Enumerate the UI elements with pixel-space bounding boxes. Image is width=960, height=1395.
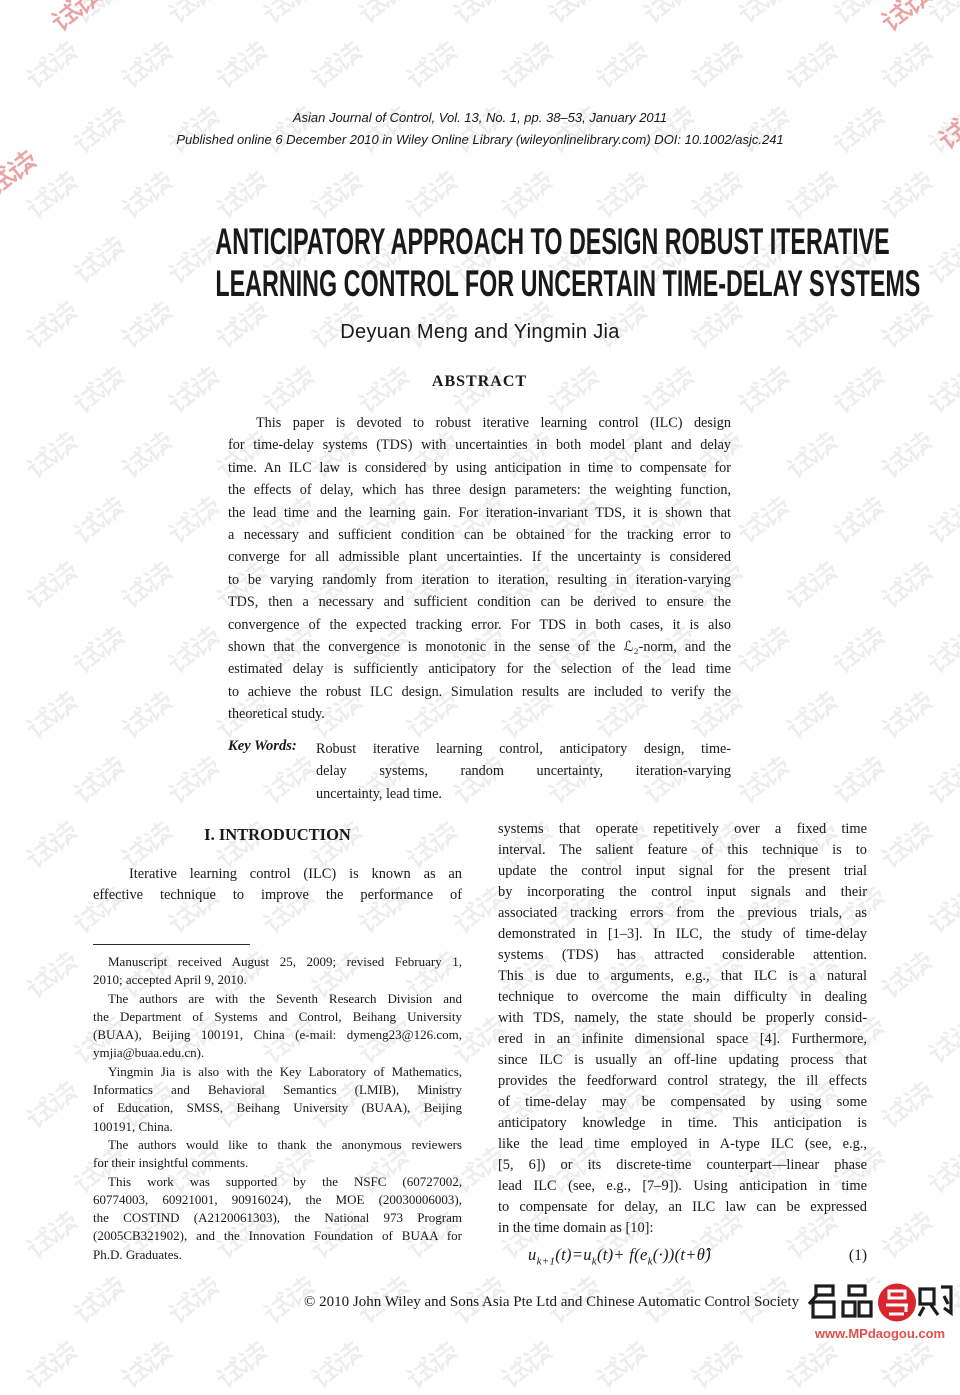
text-line: 100191, China. bbox=[93, 1118, 173, 1134]
watermark bbox=[211, 35, 276, 94]
watermark bbox=[401, 1335, 466, 1394]
watermark bbox=[876, 685, 941, 744]
watermark bbox=[163, 490, 228, 549]
paper-title-line-2: LEARNING CONTROL FOR UNCERTAIN TIME-DELAY SYSTEMS bbox=[215, 263, 921, 304]
authors: Deyuan Meng and Yingmin Jia bbox=[340, 321, 620, 343]
watermark bbox=[876, 425, 941, 484]
watermark bbox=[733, 750, 798, 809]
watermark bbox=[876, 1075, 941, 1134]
journal-header bbox=[0, 107, 960, 150]
footnotes bbox=[93, 953, 462, 1264]
watermark bbox=[21, 35, 86, 94]
watermark bbox=[68, 490, 133, 549]
watermark bbox=[163, 0, 228, 30]
watermark bbox=[68, 750, 133, 809]
watermark bbox=[923, 1010, 960, 1069]
text-line: interval. The salient feature of this technique is to bbox=[498, 842, 867, 858]
watermark bbox=[781, 35, 846, 94]
watermark bbox=[21, 945, 86, 1004]
watermark-red bbox=[46, 0, 111, 38]
watermark bbox=[306, 35, 371, 94]
watermark bbox=[876, 1205, 941, 1264]
text-line: systems (TDS) has attracted considerable attention. bbox=[498, 947, 867, 963]
watermark bbox=[543, 0, 608, 30]
watermark bbox=[116, 165, 181, 224]
watermark bbox=[781, 165, 846, 224]
text-line: Ph.D. Graduates. bbox=[93, 1246, 182, 1262]
watermark bbox=[163, 360, 228, 419]
watermark-red bbox=[876, 0, 941, 38]
journal-header-line-2: Published online 6 December 2010 in Wiley Online Library (wileyonlinelibrary.com) DOI: 10.1002/asjc.241 bbox=[176, 131, 784, 147]
text-line: a necessary and sufficient condition can be obtained for the tracking error to bbox=[228, 527, 731, 544]
watermark bbox=[353, 0, 418, 30]
footnote-paragraph bbox=[93, 1063, 462, 1136]
text-line: This work was supported by the NSFC (60727002, bbox=[108, 1173, 462, 1189]
watermark bbox=[828, 360, 893, 419]
text-line: TDS, then a necessary and sufficient condition can be derived to ensure the bbox=[228, 594, 731, 611]
watermark bbox=[21, 815, 86, 874]
text-line: the lead time and the learning gain. For iteration-invariant TDS, it is shown that bbox=[228, 504, 731, 521]
watermark bbox=[591, 35, 656, 94]
text-line: update the control input signal for the present trial bbox=[498, 863, 867, 879]
text-line: of time-delay may be compensated by using some bbox=[498, 1094, 867, 1110]
watermark bbox=[828, 620, 893, 679]
text-line: The authors are with the Seventh Research Division and bbox=[108, 990, 462, 1006]
text-line: like the lead time employed in A-type ILC (see, e.g., bbox=[498, 1136, 867, 1152]
watermark bbox=[163, 1270, 228, 1329]
text-line: associated tracking errors from the previous trials, as bbox=[498, 905, 867, 921]
watermark bbox=[923, 360, 960, 419]
watermark bbox=[306, 1335, 371, 1394]
text-line: effective technique to improve the performance of bbox=[93, 887, 462, 904]
watermark bbox=[21, 1205, 86, 1264]
watermark bbox=[781, 425, 846, 484]
watermark bbox=[68, 360, 133, 419]
watermark bbox=[21, 555, 86, 614]
watermark bbox=[686, 165, 751, 224]
text-line: (2005CB321902), and the Innovation Foundation of BUAA for bbox=[93, 1228, 462, 1244]
text-line: the COSTIND (A2120061303), the National 973 Program bbox=[93, 1210, 462, 1226]
watermark bbox=[876, 1335, 941, 1394]
text-line: to compensate for delay, an ILC law can be expressed bbox=[498, 1199, 867, 1215]
watermark bbox=[828, 490, 893, 549]
watermark bbox=[923, 1140, 960, 1199]
watermark bbox=[21, 425, 86, 484]
watermark bbox=[21, 685, 86, 744]
watermark bbox=[211, 1335, 276, 1394]
watermark bbox=[923, 490, 960, 549]
footnote-paragraph bbox=[93, 953, 462, 990]
watermark bbox=[781, 685, 846, 744]
mpdaogou-url[interactable]: www.MPdaogou.com bbox=[814, 1326, 946, 1341]
text-line: with TDS, namely, the state should be properly consid- bbox=[498, 1010, 867, 1026]
text-line: This is due to arguments, e.g., that ILC is a natural bbox=[498, 968, 867, 984]
text-line: The authors would like to thank the anonymous reviewers bbox=[108, 1136, 462, 1152]
text-line: provides the feedforward control strategy, the ill effects bbox=[498, 1073, 867, 1089]
keywords-label: Key Words: bbox=[228, 738, 297, 754]
text-line: (BUAA), Beijing 100191, China (e-mail: dymeng23@126.com, bbox=[93, 1027, 462, 1043]
equation-row bbox=[498, 1245, 867, 1267]
text-line: since ILC is usually an off-line updating process that bbox=[498, 1052, 867, 1068]
equation: $u_{k+1}(t)=u_k(t)+$ $f(e_k(\cdot))(t+\thetâ)$ bbox=[528, 1245, 711, 1268]
abstract-heading: ABSTRACT bbox=[431, 373, 528, 390]
abstract-body bbox=[228, 412, 731, 726]
intro-paragraph-left-column bbox=[93, 864, 462, 907]
watermark bbox=[116, 425, 181, 484]
paper-title bbox=[60, 221, 921, 305]
watermark bbox=[923, 230, 960, 289]
text-line: This paper is devoted to robust iterative learning control (ILC) design bbox=[256, 415, 731, 431]
watermark bbox=[876, 945, 941, 1004]
text-line: [5, 6]) or its discrete-time counterpart—linear phase bbox=[498, 1157, 867, 1173]
watermark bbox=[116, 555, 181, 614]
watermark bbox=[116, 35, 181, 94]
watermark bbox=[163, 750, 228, 809]
watermark bbox=[733, 360, 798, 419]
paper-title-line-1: ANTICIPATORY APPROACH TO DESIGN ROBUST ITERATIVE bbox=[215, 221, 890, 262]
watermark bbox=[733, 620, 798, 679]
watermark bbox=[828, 750, 893, 809]
equation-number: (1) bbox=[848, 1247, 867, 1264]
footnote-rule bbox=[93, 944, 250, 945]
text-line: uncertainty, lead time. bbox=[316, 785, 442, 802]
text-line: the effects of delay, which has three design parameters: the weighting function, bbox=[228, 482, 731, 499]
watermark bbox=[401, 165, 466, 224]
text-line: in the time domain as [10]: bbox=[498, 1220, 654, 1236]
keywords-body bbox=[316, 738, 731, 805]
text-line: theoretical study. bbox=[228, 706, 325, 723]
watermark bbox=[876, 815, 941, 874]
watermark bbox=[781, 555, 846, 614]
watermark bbox=[68, 1270, 133, 1329]
watermark bbox=[116, 1335, 181, 1394]
text-line: Iterative learning control (ILC) is known as an bbox=[129, 866, 462, 882]
text-line: demonstrated in [1–3]. In ILC, the study of time-delay bbox=[498, 926, 867, 942]
text-line: ymjia@buaa.edu.cn). bbox=[93, 1045, 205, 1061]
text-line: 60774003, 60921001, 90916024), the MOE (20030006003), bbox=[93, 1191, 462, 1207]
watermark bbox=[116, 685, 181, 744]
text-line: converge for all admissible plant uncertainties. If the uncertainty is considered bbox=[228, 549, 731, 566]
text-line: estimated delay is sufficiently anticipatory for the selection of the lead time bbox=[228, 661, 731, 678]
watermark bbox=[591, 165, 656, 224]
text-line: by incorporating the control input signals and their bbox=[498, 884, 867, 900]
journal-header-line-1: Asian Journal of Control, Vol. 13, No. 1, pp. 38–53, January 2011 bbox=[292, 110, 668, 125]
text-line: delay systems, random uncertainty, iteration-varying bbox=[316, 763, 731, 780]
text-line: the Department of Systems and Control, Beihang University bbox=[93, 1008, 462, 1024]
text-line: to achieve the robust ILC design. Simulation results are included to verify the bbox=[228, 683, 731, 700]
text-line: for their insightful comments. bbox=[93, 1155, 249, 1171]
watermark bbox=[923, 620, 960, 679]
text-line: 2010; accepted April 9, 2010. bbox=[93, 972, 247, 988]
text-line: technique to overcome the main difficulty in dealing bbox=[498, 989, 867, 1005]
mpdaogou-logo-icon bbox=[807, 1283, 953, 1323]
text-line: lead ILC (see, e.g., [7–9]). Using anticipation in time bbox=[498, 1178, 867, 1194]
text-line: Manuscript received August 25, 2009; revised February 1, bbox=[108, 954, 462, 969]
text-line: shown that the convergence is monotonic in the sense of the ℒ₂-norm, and the bbox=[228, 639, 731, 656]
watermark bbox=[258, 750, 323, 809]
watermark bbox=[876, 555, 941, 614]
watermark bbox=[496, 1335, 561, 1394]
text-line: ered in an infinite dimensional space [4]. Furthermore, bbox=[498, 1031, 867, 1047]
watermark bbox=[448, 0, 513, 30]
watermark bbox=[211, 165, 276, 224]
text-line: convergence of the expected tracking error. For TDS in both cases, it is also bbox=[228, 616, 731, 633]
intro-paragraph-right-column bbox=[498, 819, 867, 1239]
text-line: to be varying randomly from iteration to iteration, resulting in iteration-varying bbox=[228, 571, 731, 588]
watermark bbox=[876, 165, 941, 224]
watermark bbox=[163, 620, 228, 679]
watermark bbox=[21, 1075, 86, 1134]
footnote-paragraph bbox=[93, 1136, 462, 1173]
text-line: for time-delay systems (TDS) with uncertainties in both model plant and delay bbox=[228, 437, 731, 454]
text-line: time. An ILC law is considered by using anticipation in time to compensate for bbox=[228, 459, 731, 476]
text-line: Informatics and Behavioral Semantics (LMIB), Ministry bbox=[93, 1082, 462, 1098]
mpdaogou-logo bbox=[806, 1283, 954, 1341]
watermark bbox=[638, 0, 703, 30]
watermark bbox=[733, 0, 798, 30]
footnote-paragraph bbox=[93, 1173, 462, 1264]
watermark bbox=[496, 165, 561, 224]
watermark bbox=[591, 1335, 656, 1394]
watermark bbox=[686, 1335, 751, 1394]
text-line: Robust iterative learning control, anticipatory design, time- bbox=[316, 741, 731, 757]
footnote-paragraph bbox=[93, 990, 462, 1063]
watermark bbox=[401, 35, 466, 94]
watermark bbox=[733, 490, 798, 549]
watermark bbox=[306, 165, 371, 224]
text-line: Yingmin Jia is also with the Key Laboratory of Mathematics, bbox=[108, 1063, 462, 1079]
watermark bbox=[876, 35, 941, 94]
watermark bbox=[258, 0, 323, 30]
watermark bbox=[923, 750, 960, 809]
watermark bbox=[686, 35, 751, 94]
section-heading-introduction: I. INTRODUCTION bbox=[204, 825, 351, 844]
watermark bbox=[496, 35, 561, 94]
copyright-line: © 2010 John Wiley and Sons Asia Pte Ltd and Chinese Automatic Control Society bbox=[304, 1294, 800, 1310]
text-line: anticipatory knowledge in time. This anticipation is bbox=[498, 1115, 867, 1131]
text-line: systems that operate repetitively over a fixed time bbox=[498, 821, 867, 837]
watermark bbox=[21, 1335, 86, 1394]
watermark bbox=[781, 1335, 846, 1394]
watermark bbox=[68, 620, 133, 679]
watermark bbox=[923, 880, 960, 939]
text-line: of Education, SMSS, Beihang University (BUAA), Beijing bbox=[93, 1100, 462, 1116]
